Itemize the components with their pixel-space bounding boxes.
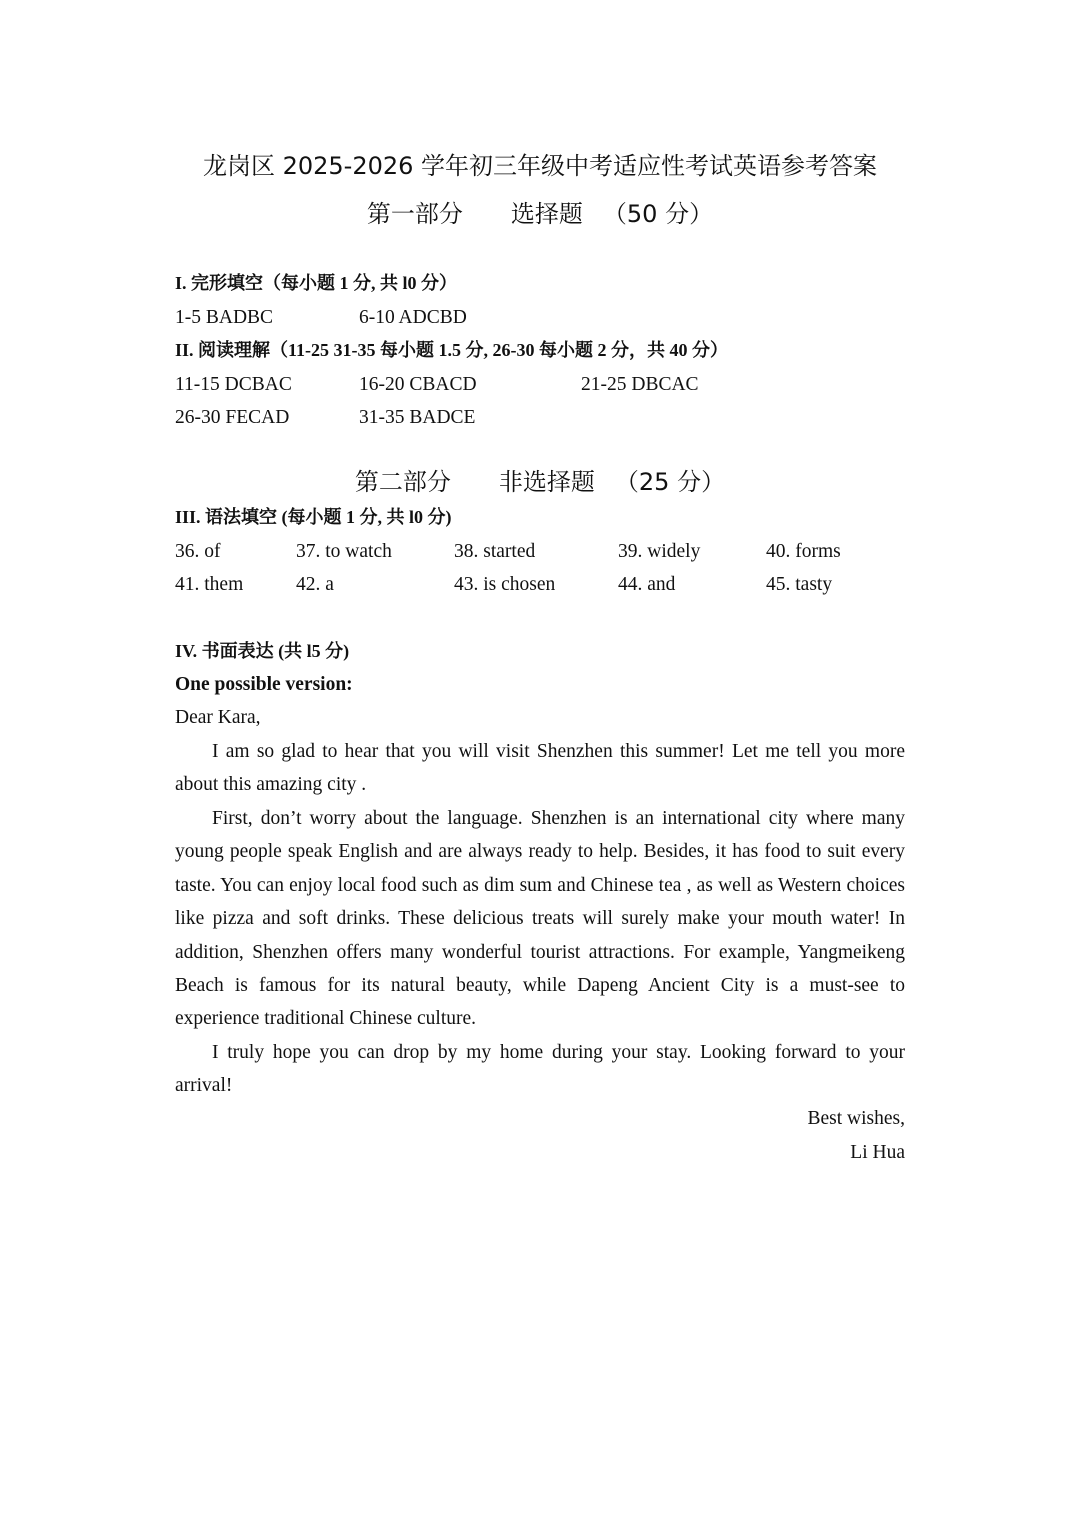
grammar-answer-39: 39. widely — [618, 541, 701, 562]
grammar-answer-38: 38. started — [454, 541, 536, 562]
version-label: One possible version: — [175, 674, 353, 695]
letter-paragraph-3: I truly hope you can drop by my home during your stay. Looking forward to your arrival! — [175, 1042, 905, 1097]
grammar-answer-36: 36. of — [175, 541, 221, 562]
grammar-answer-40: 40. forms — [766, 541, 841, 562]
grammar-answer-45: 45. tasty — [766, 574, 833, 595]
grammar-answer-43: 43. is chosen — [454, 574, 556, 595]
section1-answer-2: 6-10 ADCBD — [359, 307, 467, 328]
part1-name: 第一部分 — [366, 200, 463, 228]
grammar-answer-44: 44. and — [618, 574, 676, 595]
section1-title: I. 完形填空（每小题 1 分, 共 l0 分） — [175, 273, 458, 293]
section2-answer-4: 26-30 FECAD — [175, 407, 290, 428]
part1-heading — [0, 196, 1080, 232]
letter-closing: Best wishes, — [807, 1108, 905, 1129]
letter-paragraph-2: First, don’t worry about the language. Shenzhen is an international city where many young people speak English and are always ready to help. Besides, it has food to suit every taste. You can enjoy local food such as dim sum and Chinese tea , as well as Western choices like pizza and soft drinks. These delicious treats will surely make your mouth water! In addition, Shenzhen offers many wonderful tourist attractions. For example, Yangmeikeng Beach is famous for its natural beauty, while Dapeng Ancient City is a must-see to experience traditional Chinese culture. — [175, 808, 905, 1030]
part2-score: （25 分） — [614, 468, 726, 496]
part2-name: 第二部分 — [354, 468, 451, 496]
part2-type: 非选择题 — [498, 468, 595, 496]
section2-answer-3: 21-25 DBCAC — [581, 374, 699, 395]
letter-paragraph-1: I am so glad to hear that you will visit Shenzhen this summer! Let me tell you more about this amazing city . — [175, 741, 905, 796]
grammar-answer-37: 37. to watch — [296, 541, 392, 562]
part1-score: （50 分） — [602, 200, 714, 228]
section2-answer-2: 16-20 CBACD — [359, 374, 477, 395]
section2-title: II. 阅读理解（11-25 31-35 每小题 1.5 分, 26-30 每小题 2 分，共 40 分） — [175, 340, 728, 360]
part2-heading — [0, 464, 1080, 500]
part1-type: 选择题 — [510, 200, 583, 228]
section2-answer-5: 31-35 BADCE — [359, 407, 476, 428]
document-title: 龙岗区 2025-2026 学年初三年级中考适应性考试英语参考答案 — [202, 152, 878, 180]
letter-signature: Li Hua — [850, 1142, 905, 1163]
section2-answer-1: 11-15 DCBAC — [175, 374, 292, 395]
grammar-answer-41: 41. them — [175, 574, 244, 595]
section3-title: III. 语法填空 (每小题 1 分, 共 l0 分) — [175, 507, 452, 527]
letter-greeting: Dear Kara, — [175, 707, 261, 728]
grammar-answer-42: 42. a — [296, 574, 334, 595]
section4-title: IV. 书面表达 (共 l5 分) — [175, 641, 350, 661]
section1-answer-1: 1-5 BADBC — [175, 307, 274, 328]
